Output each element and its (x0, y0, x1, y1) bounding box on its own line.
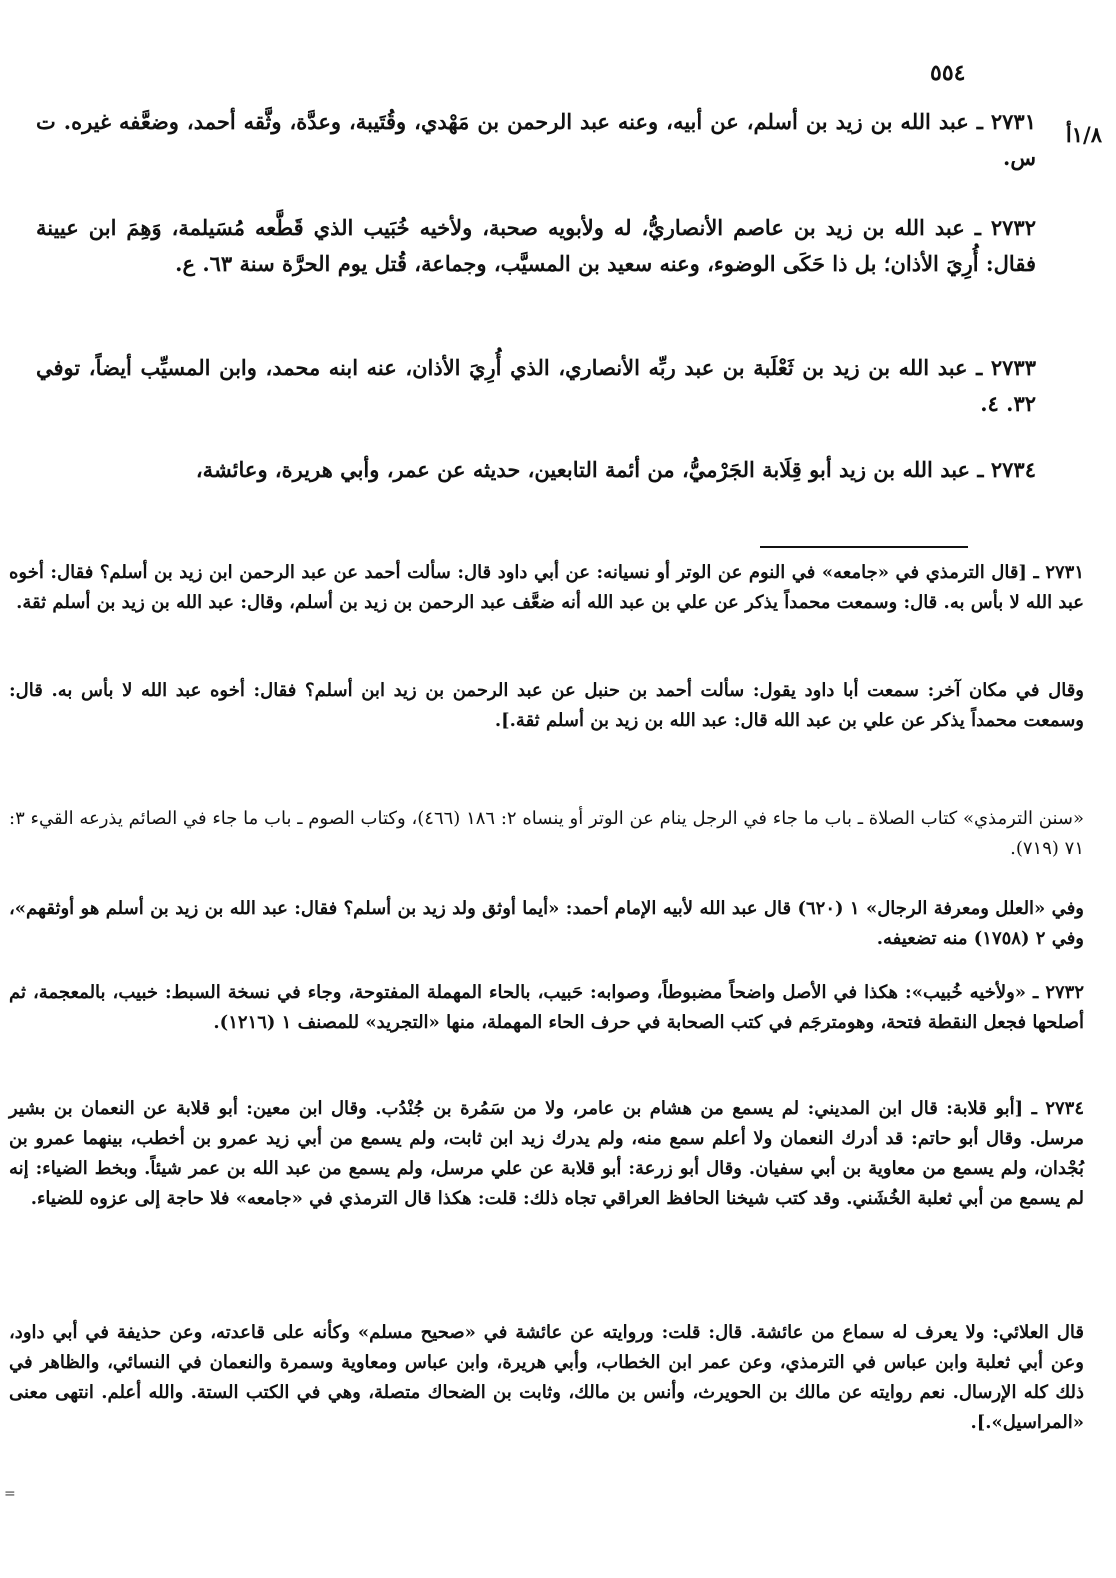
entry-2734: ٢٧٣٤ ـ عبد الله بن زيد أبو قِلَابة الجَرْميُّ، من أئمة التابعين، حديثه عن عمر، وأبي هريرة، وعائشة، (195, 457, 1036, 482)
entry-2732: ٢٧٣٢ ـ عبد الله بن زيد بن عاصم الأنصاريُّ، له ولأبويه صحبة، ولأخيه خُبَيب الذي قَطَّعه مُسَيلمة، وَهِمَ ابن عيينة فقال: أُرِيَ الأذان؛ بل ذا حَكَى الوضوء، وعنه سعيد بن المسيَّب، وجماعة، قُتل يوم الحرَّة سنة ٦٣. ع. (36, 215, 1036, 276)
footnote-source-tirmidhi: «سنن الترمذي» كتاب الصلاة ـ باب ما جاء في الرجل ينام عن الوتر أو ينساه ٢: ١٨٦ (٤٦٦)، وكتاب الصوم ـ باب ما جاء في الصائم يذرعه القيء ٣: ٧١ (٧١٩). (9, 808, 1084, 859)
entry-2733: ٢٧٣٣ ـ عبد الله بن زيد بن ثَعْلَبة بن عبد ربِّه الأنصاري، الذي أُرِيَ الأذان، عنه ابنه محمد، وابن المسيِّب أيضاً، توفي ٣٢. ٤. (36, 355, 1036, 416)
footnote-ilal: وفي «العلل ومعرفة الرجال» ١ (٦٢٠) قال عبد الله لأبيه الإمام أحمد: «أيما أوثق ولد زيد بن أسلم؟ فقال: عبد الله بن زيد بن أسلم هو أوثقهم»، وفي ٢ (١٧٥٨) منه تضعيفه. (9, 898, 1084, 949)
entry-2731: ٢٧٣١ ـ عبد الله بن زيد بن أسلم، عن أبيه، وعنه عبد الرحمن بن مَهْدي، وقُتَيبة، وعدَّة، وثَّقه أحمد، وضعَّفه غيره. ت س. (36, 109, 1036, 170)
page-number: ٥٥٤ (930, 60, 966, 86)
footnote-2731: ٢٧٣١ ـ [قال الترمذي في «جامعه» في النوم عن الوتر أو نسيانه: عن أبي داود قال: سألت أحمد عن عبد الرحمن ابن زيد بن أسلم؟ فقال: أخوه عبد الله لا بأس به. قال: وسمعت محمداً يذكر عن علي بن عبد الله أنه ضعَّف عبد الرحمن بن زيد بن أسلم، وقال: عبد الله بن زيد بن أسلم ثقة. (9, 562, 1084, 613)
edge-mark: = (4, 1486, 16, 1502)
margin-folio-reference: ١/٨أ (1065, 122, 1102, 147)
footnote-2734: ٢٧٣٤ ـ [أبو قلابة: قال ابن المديني: لم يسمع من هشام بن عامر، ولا من سَمُرة بن جُنْدُب. وقال ابن معين: أبو قلابة عن النعمان بن بشير مرسل. وقال أبو حاتم: قد أدرك النعمان ولا أعلم سمع منه، ولم يدرك زيد ابن ثابت، ولم يسمع من أبي زيد عمرو بن أخطب، بينهما عمرو بن بُجْدان، ولم يسمع من معاوية بن أبي سفيان. وقال أبو زرعة: أبو قلابة عن علي مرسل، ولم يسمع من عبد الله بن عمر شيئاً. وبخط الضياء: إنه لم يسمع من أبي ثعلبة الخُشَني. وقد كتب شيخنا الحافظ العراقي تجاه ذلك: قلت: هكذا قال الترمذي في «جامعه» فلا حاجة إلى عزوه للضياء. (9, 1098, 1084, 1209)
footnote-2731-continued: وقال في مكان آخر: سمعت أبا داود يقول: سألت أحمد بن حنبل عن عبد الرحمن بن زيد ابن أسلم؟ فقال: أخوه عبد الله لا بأس به. قال: وسمعت محمداً يذكر عن علي بن عبد الله قال: عبد الله بن زيد بن أسلم ثقة.]. (9, 680, 1084, 731)
footnote-2732: ٢٧٣٢ ـ «ولأخيه خُبيب»: هكذا في الأصل واضحاً مضبوطاً، وصوابه: حَبيب، بالحاء المهملة المفتوحة، وجاء في نسخة السبط: خبيب، بالمعجمة، ثم أصلحها فجعل النقطة فتحة، وهومترجَم في كتب الصحابة في حرف الحاء المهملة، منها «التجريد» للمصنف ١ (١٢١٦). (9, 982, 1084, 1033)
footnote-2734-alai: قال العلائي: ولا يعرف له سماع من عائشة. قال: قلت: وروايته عن عائشة في «صحيح مسلم» وكأنه على قاعدته، وعن حذيفة في أبي داود، وعن أبي ثعلبة وابن عباس في الترمذي، وعن عمر ابن الخطاب، وأبي هريرة، وابن عباس ومعاوية وسمرة والنعمان في النسائي، والظاهر في ذلك كله الإرسال. نعم روايته عن مالك بن الحويرث، وأنس بن مالك، وثابت بن الضحاك متصلة، وهي في الكتب الستة. والله أعلم. انتهى معنى «المراسيل».]. (9, 1322, 1084, 1433)
footnote-divider (760, 546, 968, 548)
